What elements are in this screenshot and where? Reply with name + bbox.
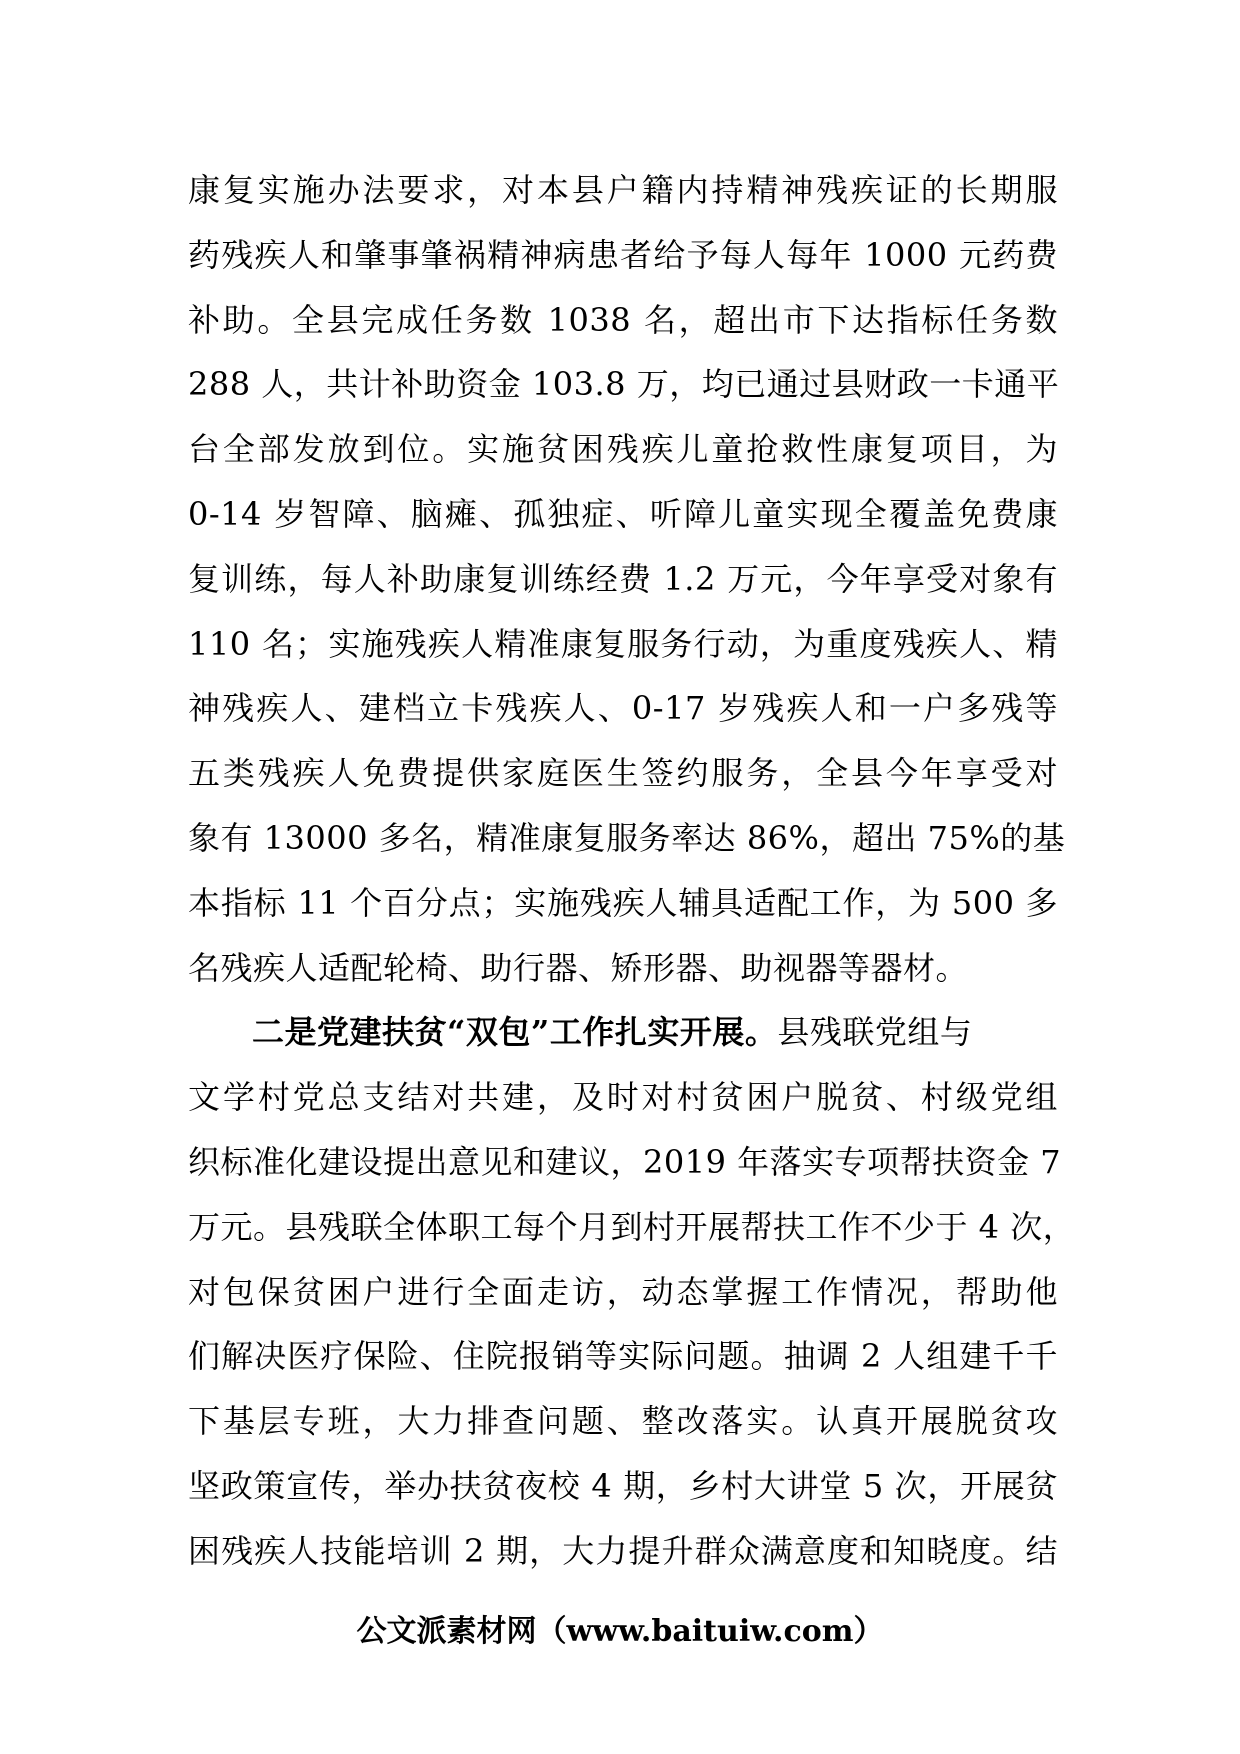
text-line: 坚政策宣传，举办扶贫夜校 4 期，乡村大讲堂 5 次，开展贫 [188,1466,1058,1505]
page-footer: 公文派素材网（www.baituiw.com） [356,1614,884,1649]
text-line: 本指标 11 个百分点；实施残疾人辅具适配工作，为 500 多 [188,883,1058,922]
paragraph-heading: 二是党建扶贫“双包”工作扎实开展。 [252,1013,778,1052]
text-line: 织标准化建设提出意见和建议，2019 年落实专项帮扶资金 7 [188,1142,1062,1181]
paragraph-heading-line [188,1000,1058,1065]
document-body [188,158,1076,1584]
text-line: 们解决医疗保险、住院报销等实际问题。抽调 2 人组建千千 [188,1337,1058,1376]
text-line: 台全部发放到位。实施贫困残疾儿童抢救性康复项目，为 [188,430,1058,469]
text-line: 下基层专班，大力排查问题、整改落实。认真开展脱贫攻 [188,1402,1058,1441]
text-line: 110 名；实施残疾人精准康复服务行动，为重度残疾人、精 [188,624,1058,663]
text-line: 对包保贫困户进行全面走访，动态掌握工作情况，帮助他 [188,1272,1058,1311]
text-line: 名残疾人适配轮椅、助行器、矫形器、助视器等器材。 [188,948,969,987]
text-line: 康复实施办法要求，对本县户籍内持精神残疾证的长期服 [188,171,1058,209]
text-line: 药残疾人和肇事肇祸精神病患者给予每人每年 1000 元药费 [188,235,1058,274]
text-line: 五类残疾人免费提供家庭医生签约服务，全县今年享受对 [188,754,1058,793]
paragraph-heading-rest: 县残联党组与 [777,1013,973,1052]
text-line: 288 人，共计补助资金 103.8 万，均已通过县财政一卡通平 [188,365,1060,404]
text-line: 神残疾人、建档立卡残疾人、0-17 岁残疾人和一户多残等 [188,689,1058,728]
text-line: 象有 13000 多名，精准康复服务率达 86%，超出 75%的基 [188,818,1066,857]
text-line: 复训练，每人补助康复训练经费 1.2 万元，今年享受对象有 [188,559,1058,598]
text-line: 0-14 岁智障、脑瘫、孤独症、听障儿童实现全覆盖免费康 [188,494,1058,533]
text-line: 万元。县残联全体职工每个月到村开展帮扶工作不少于 4 次， [188,1207,1076,1246]
text-line: 补助。全县完成任务数 1038 名，超出市下达指标任务数 [188,300,1058,339]
text-line: 文学村党总支结对共建，及时对村贫困户脱贫、村级党组 [188,1078,1058,1117]
text-line: 困残疾人技能培训 2 期，大力提升群众满意度和知晓度。结 [188,1531,1058,1570]
